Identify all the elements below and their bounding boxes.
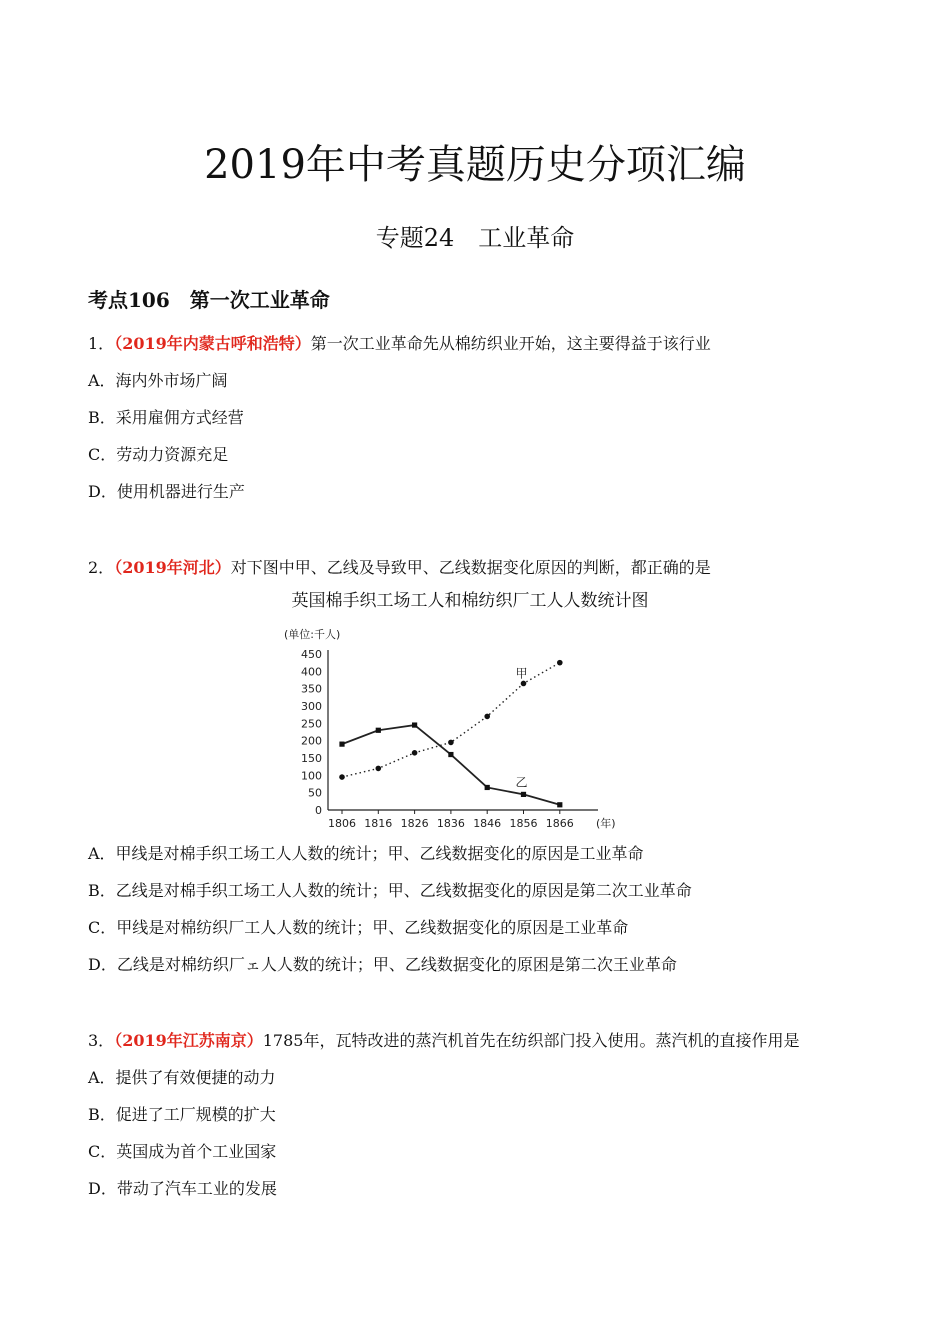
data-point: [339, 774, 345, 780]
y-tick-label: 300: [301, 700, 322, 713]
y-tick-label: 200: [301, 734, 322, 748]
x-tick-label: 1816: [364, 817, 393, 830]
question-2-option-a: A．甲线是对棉手织工场工人人数的统计；甲、乙线数据变化的原因是工业革命: [88, 844, 644, 863]
question-1-option-d: D．使用机器进行生产: [88, 482, 245, 501]
question-number: 3．: [88, 1031, 115, 1050]
question-3-option-c: C．英国成为首个工业国家: [88, 1142, 277, 1161]
y-tick-label: 0: [315, 804, 322, 817]
data-point: [557, 660, 563, 666]
page-title: 2019年中考真题历史分项汇编: [204, 142, 746, 188]
x-tick-label: 1856: [509, 817, 538, 830]
question-text: 1785年，瓦特改进的蒸汽机首先在纺织部门投入使用。蒸汽机的直接作用是: [262, 1031, 800, 1050]
question-source: （2019年内蒙古呼和浩特）: [114, 334, 311, 353]
question-text: 第一次工业革命先从棉纺织业开始，这主要得益于该行业: [310, 334, 711, 353]
y-tick-label: 250: [301, 717, 322, 731]
question-2-option-b: B．乙线是对棉手织工场工人人数的统计；甲、乙线数据变化的原因是第二次工业革命: [88, 881, 692, 900]
data-point: [557, 802, 562, 807]
y-tick-label: 450: [301, 648, 322, 661]
data-point: [448, 740, 454, 746]
data-point: [521, 792, 526, 797]
question-2-option-c: C．甲线是对棉纺织厂工人人数的统计；甲、乙线数据变化的原因是工业革命: [88, 918, 629, 937]
question-2-stem: [88, 557, 711, 579]
x-tick-label: 1826: [400, 817, 429, 830]
question-1-stem: [88, 333, 711, 355]
question-3-option-d: D．带动了汽车工业的发展: [88, 1179, 277, 1198]
line-chart: [280, 616, 640, 834]
question-1-option-b: B．采用雇佣方式经营: [88, 408, 244, 427]
series-line-yi: [342, 725, 560, 805]
page-subtitle: 专题24 工业革命: [375, 224, 575, 252]
question-1-option-a: A．海内外市场广阔: [88, 371, 228, 390]
y-tick-label: 150: [301, 752, 322, 765]
series-label: 甲: [515, 666, 528, 681]
data-point: [521, 681, 527, 687]
y-tick-label: 50: [308, 786, 322, 800]
question-3-stem: [88, 1030, 799, 1052]
question-3-option-b: B．促进了工厂规模的扩大: [88, 1105, 276, 1124]
section-heading: 考点106 第一次工业革命: [88, 288, 330, 312]
x-tick-label: 1806: [328, 817, 356, 830]
chart-title: 英国棉手织工场工人和棉纺织厂工人人数统计图: [291, 591, 649, 611]
question-2-option-d: D．乙线是对棉纺织厂ェ人人数的统计；甲、乙线数据变化的原困是第二次王业革命: [88, 955, 677, 974]
data-point: [412, 750, 418, 756]
x-tick-label: 1866: [545, 817, 574, 830]
question-text: 对下图中甲、乙线及导致甲、乙线数据变化原因的判断，都正确的是: [230, 558, 711, 577]
y-tick-label: 400: [301, 665, 322, 679]
y-tick-label: 100: [301, 769, 322, 783]
question-number: 1．: [88, 334, 115, 353]
data-point: [484, 714, 490, 720]
question-source: （2019年江苏南京）: [114, 1031, 263, 1050]
data-point: [339, 742, 344, 747]
question-1-option-c: C．劳动力资源充足: [88, 445, 229, 464]
question-source: （2019年河北）: [114, 558, 231, 577]
question-number: 2．: [88, 558, 115, 577]
data-point: [448, 752, 453, 757]
data-point: [376, 728, 381, 733]
x-tick-label: 1846: [473, 817, 502, 830]
y-tick-label: 350: [301, 682, 322, 696]
x-axis-label: (年): [596, 817, 616, 830]
y-axis-label: (单位:千人): [284, 628, 341, 641]
data-point: [376, 766, 382, 772]
series-label: 乙: [515, 775, 528, 790]
x-tick-label: 1836: [436, 817, 465, 830]
data-point: [412, 722, 417, 727]
question-3-option-a: A．提供了有效便捷的动力: [88, 1068, 276, 1087]
data-point: [485, 785, 490, 790]
